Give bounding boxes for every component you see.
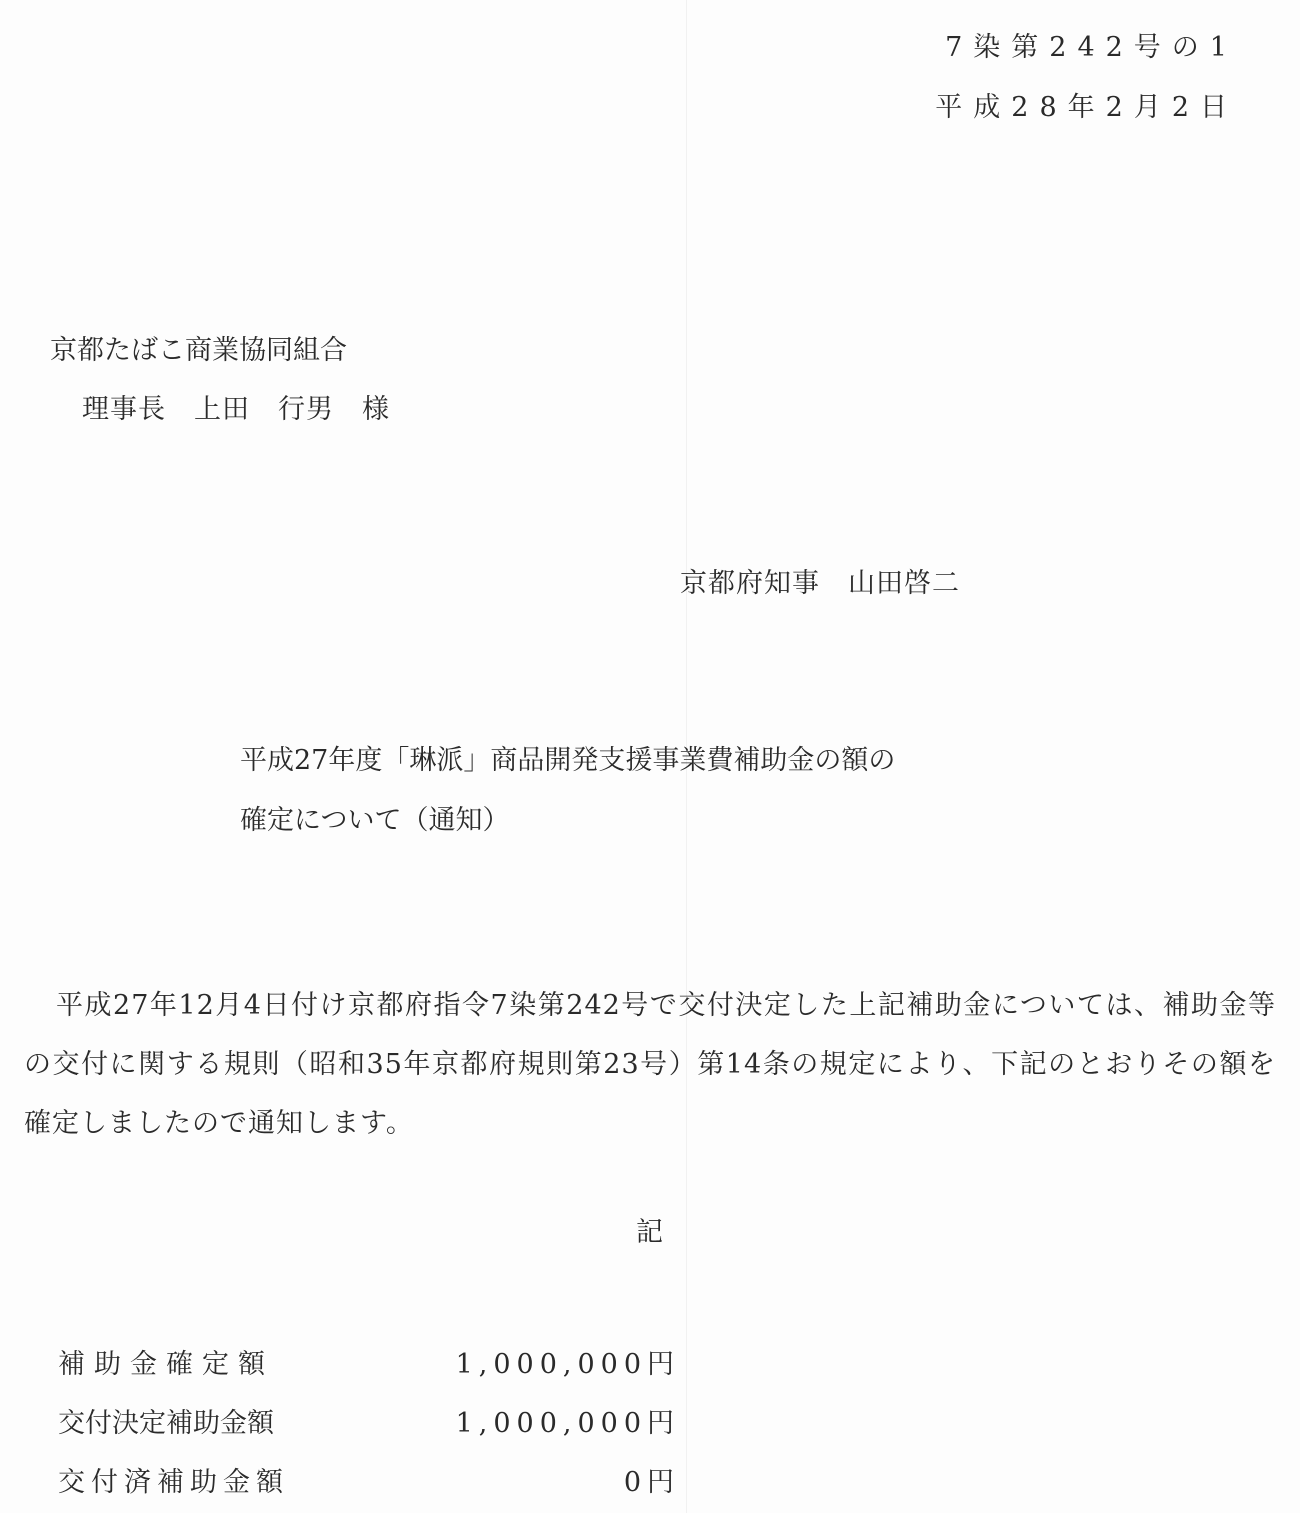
addressee-person: 理事長 上田 行男 様 — [82, 394, 390, 425]
amount-row-decided — [58, 1391, 698, 1450]
amount-row-confirmed — [58, 1332, 698, 1391]
amounts-table — [58, 1332, 698, 1509]
sender-name: 京都府知事 山田啓二 — [680, 568, 960, 599]
subject-line-2: 確定について（通知） — [240, 805, 510, 836]
amount-label: 交付済補助金額 — [58, 1467, 289, 1498]
amount-value: 1,000,000円 — [455, 1349, 680, 1380]
ki-heading: 記 — [636, 1217, 663, 1248]
amount-value: 0円 — [623, 1467, 680, 1498]
amount-row-paid — [58, 1450, 698, 1509]
body-paragraph: 平成27年12月4日付け京都府指令7染第242号で交付決定した上記補助金については、補助金等の交付に関する規則（昭和35年京都府規則第23号）第14条の規定により、下記のとおりその額を確定しましたので通知します。 — [24, 990, 1276, 1139]
amount-value: 1,000,000円 — [455, 1408, 680, 1439]
document-number: 7染第242号の1 — [945, 32, 1238, 63]
amount-label: 補助金確定額 — [58, 1349, 274, 1380]
document-date: 平成28年2月2日 — [935, 92, 1238, 123]
addressee-organization: 京都たばこ商業協同組合 — [50, 335, 347, 366]
amount-label: 交付決定補助金額 — [58, 1408, 274, 1439]
subject-line-1: 平成27年度「琳派」商品開発支援事業費補助金の額の — [240, 745, 896, 776]
